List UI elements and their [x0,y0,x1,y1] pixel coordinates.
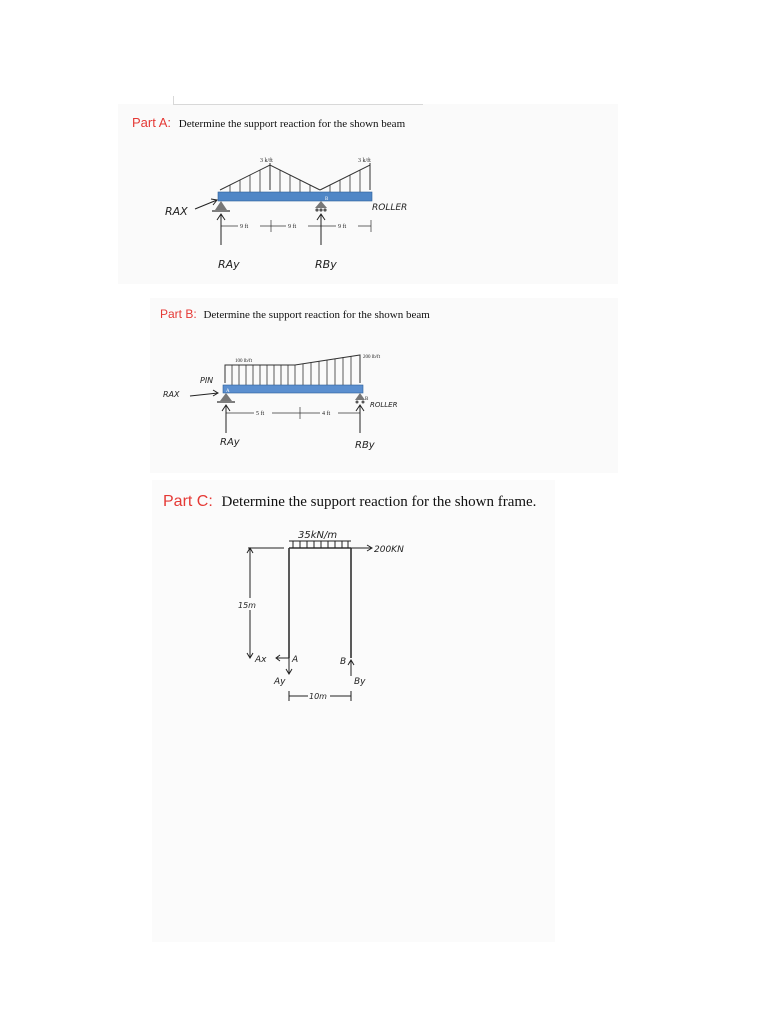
part-c-hand-ax: Ax [255,655,267,665]
part-a-roller-support [315,201,327,212]
part-a-load-left: 3 k/ft [260,158,273,164]
part-a-heading [132,115,405,130]
part-c-hand-load: 35kN/m [298,530,338,541]
page-edge-tick [173,96,174,105]
part-c-hand-force: 200KN [374,545,404,555]
part-a-label-b: B [325,197,329,202]
part-c-hand-height: 15m [238,601,256,610]
part-b-load-left: 100 lb/ft [235,359,253,364]
part-c-hand-a: A [292,655,299,665]
part-c-hand-ay: Ay [274,677,286,687]
part-c-heading [163,493,536,511]
part-b-beam [223,385,363,393]
part-b-dim-1: 5 ft [256,411,265,417]
page-edge-line [173,104,423,105]
part-a-beam [218,192,372,201]
part-b-hand-rby: RBy [355,440,375,451]
part-b-hand-ray: RAy [220,437,240,448]
part-c-hand-width: 10m [309,692,327,701]
part-c-hand-by: By [354,677,366,687]
part-a-load-outline [220,163,370,190]
part-b-label-a: A [226,389,230,394]
part-c-frame-diagram [220,528,460,708]
part-c-force-arrow [351,545,372,551]
part-b-hand-rax: RAX [163,390,180,399]
part-c-frame [289,548,351,658]
part-b-hand-roller: ROLLER [370,401,398,409]
part-b-load-right: 200 lb/ft [363,355,381,360]
part-a-text: Determine the support reaction for the shown beam [178,118,406,130]
part-a-dim-3: 9 ft [338,224,347,230]
part-c-label: Part C: [163,493,213,510]
part-a-hand-rax: RAX [165,205,188,218]
part-b-label: Part B: [160,307,197,321]
part-b-hand-pin: PIN [200,376,214,385]
part-b-label-b: B [365,397,369,402]
part-c-text: Determine the support reaction for the shown frame. [221,494,537,510]
part-a-hand-roller: ROLLER [372,203,408,213]
part-a-hand-ray: RAy [218,258,240,271]
part-c-load-arrows [289,541,351,548]
part-b-text: Determine the support reaction for the shown beam [203,309,430,321]
part-b-heading [160,307,430,321]
part-a-label: Part A: [132,115,172,130]
part-a-hand-rby: RBy [315,258,337,271]
part-a-dim-1: 9 ft [240,224,249,230]
part-b-dimensions [226,407,360,419]
part-a-dim-2: 9 ft [288,224,297,230]
part-c-hand-b: B [340,657,347,667]
part-b-roller-support [355,393,365,404]
part-a-load-arrows [230,170,360,192]
part-b-beam-diagram [160,345,460,475]
part-b-pin-support [217,393,235,402]
part-a-load-right: 3 k/ft [358,158,371,164]
part-a-beam-diagram [150,150,450,280]
part-b-dim-2: 4 ft [322,411,331,417]
